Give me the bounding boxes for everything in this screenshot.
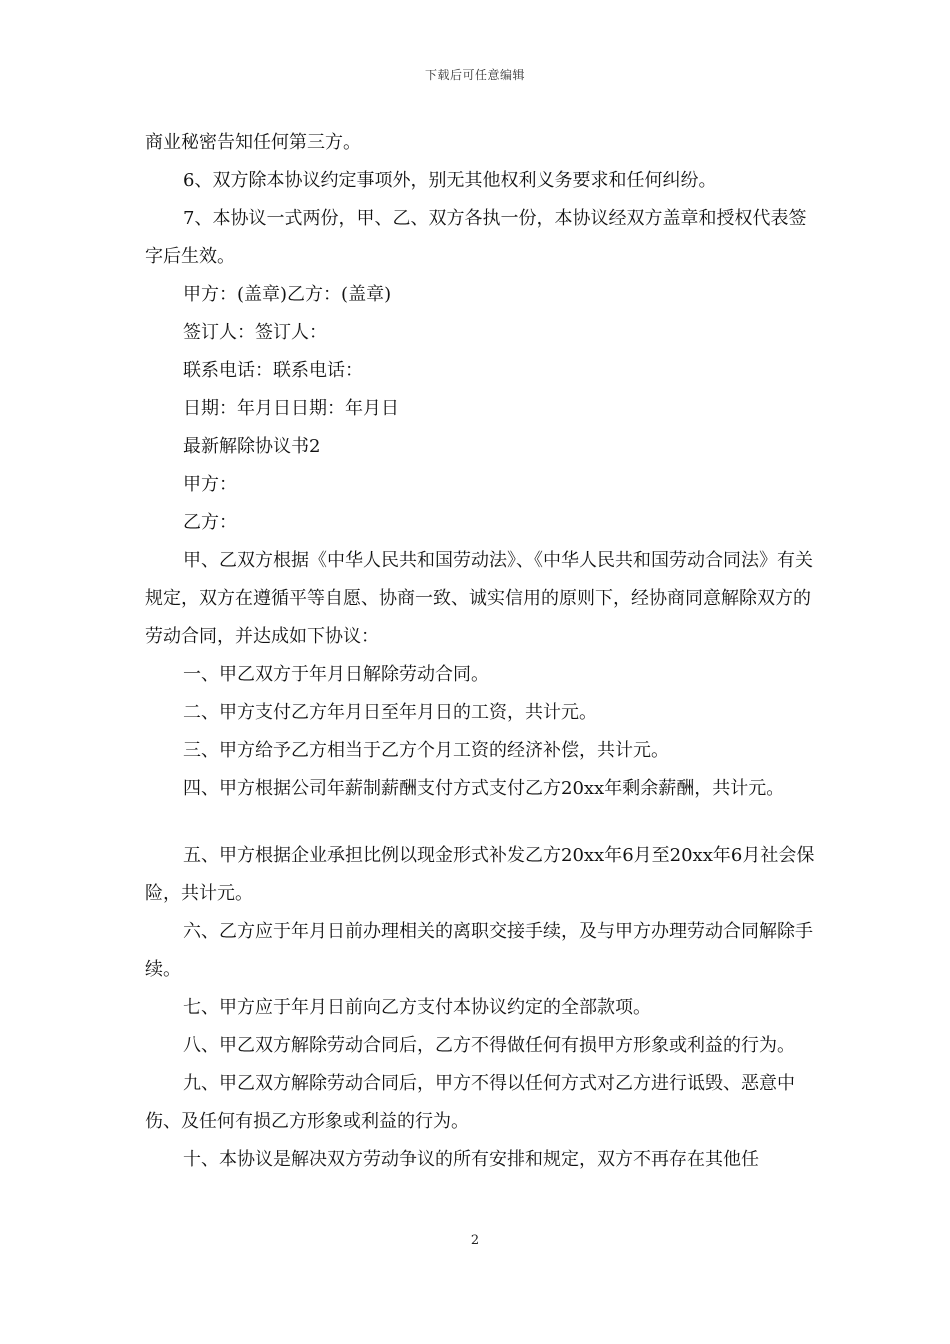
paragraph: 九、甲乙双方解除劳动合同后，甲方不得以任何方式对乙方进行诋毁、恶意中伤、及任何有损乙方形象或利益的行为。 [145, 1073, 795, 1132]
document-body [145, 124, 820, 1179]
paragraph: 甲、乙双方根据《中华人民共和国劳动法》、《中华人民共和国劳动合同法》有关规定，双方在遵循平等自愿、协商一致、诚实信用的原则下，经协商同意解除双方的劳动合同，并达成如下协议： [145, 550, 813, 647]
paragraph: 商业秘密告知任何第三方。 [145, 132, 361, 153]
paragraph: 一、甲乙双方于年月日解除劳动合同。 [183, 664, 489, 685]
page-number: 2 [470, 1233, 480, 1248]
paragraph: 乙方： [183, 512, 237, 533]
paragraph: 日期：年月日日期：年月日 [183, 398, 399, 419]
paragraph: 6、双方除本协议约定事项外，别无其他权利义务要求和任何纠纷。 [183, 170, 717, 191]
paragraph: 三、甲方给予乙方相当于乙方个月工资的经济补偿，共计元。 [183, 740, 669, 761]
paragraph: 7、本协议一式两份，甲、乙、双方各执一份，本协议经双方盖章和授权代表签字后生效。 [145, 208, 807, 267]
section-heading: 最新解除协议书2 [183, 436, 321, 457]
paragraph: 联系电话：联系电话： [183, 360, 363, 381]
paragraph: 七、甲方应于年月日前向乙方支付本协议约定的全部款项。 [183, 997, 651, 1018]
paragraph: 二、甲方支付乙方年月日至年月日的工资，共计元。 [183, 702, 597, 723]
paragraph: 六、乙方应于年月日前办理相关的离职交接手续，及与甲方办理劳动合同解除手续。 [145, 921, 813, 980]
paragraph: 五、甲方根据企业承担比例以现金形式补发乙方20xx年6月至20xx年6月社会保险，共计元。 [145, 845, 815, 904]
paragraph: 十、本协议是解决双方劳动争议的所有安排和规定，双方不再存在其他任 [183, 1149, 759, 1170]
paragraph: 八、甲乙双方解除劳动合同后，乙方不得做任何有损甲方形象或利益的行为。 [183, 1035, 795, 1056]
paragraph: 四、甲方根据公司年薪制薪酬支付方式支付乙方20xx年剩余薪酬，共计元。 [183, 778, 785, 799]
page-header: 下载后可任意编辑 [424, 68, 525, 82]
blank-line [145, 808, 820, 837]
paragraph: 签订人：签订人： [183, 322, 327, 343]
paragraph: 甲方：(盖章)乙方：(盖章) [183, 284, 392, 305]
paragraph: 甲方： [183, 474, 237, 495]
